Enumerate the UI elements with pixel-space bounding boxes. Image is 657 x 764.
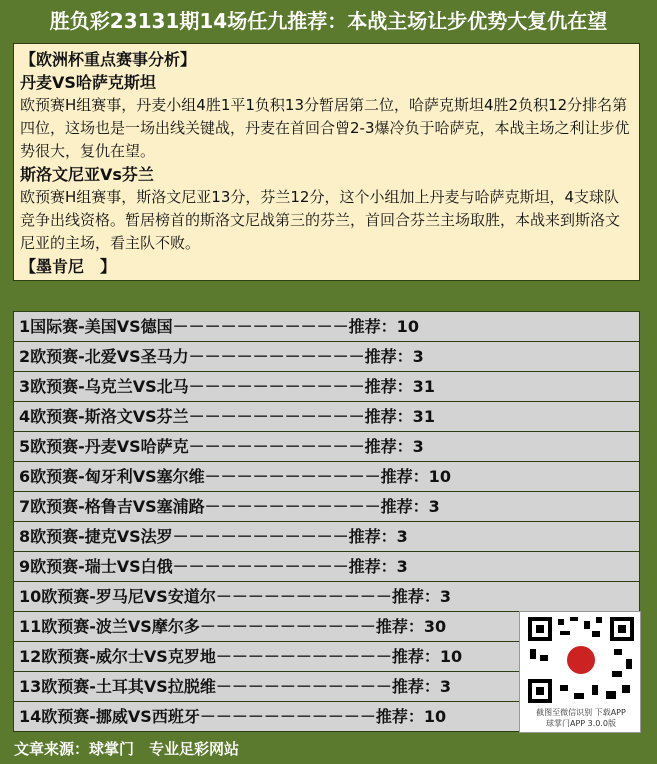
author-line: 【墨肯尼 】 xyxy=(20,257,117,276)
match1-title: 丹麦VS哈萨克斯坦 xyxy=(20,73,156,92)
pick-row: 9欧预赛-瑞士VS白俄－－－－－－－－－－－推荐：3 xyxy=(14,552,639,582)
pick-row: 11欧预赛-波兰VS摩尔多－－－－－－－－－－－推荐：30 xyxy=(14,612,639,642)
footer-source: 文章来源：球掌门 专业足彩网站 xyxy=(14,740,240,758)
match1-text: 欧预赛H组赛事，丹麦小组4胜1平1负积13分暂居第二位，哈萨克斯坦4胜2负积12分排名第四位，这场也是一场出线关键战，丹麦在首回合曾2-3爆冷负于哈萨克，本战主场之利让步优势很大，复仇在望。 xyxy=(20,96,630,160)
qr-caption: 截图至微信识别 下载APP xyxy=(536,708,626,717)
page-title: 胜负彩23131期14场任九推荐：本战主场让步优势大复仇在望 xyxy=(49,9,608,33)
qr-code-icon xyxy=(526,615,636,705)
analysis-panel xyxy=(13,43,640,281)
qr-code-card[interactable] xyxy=(519,611,641,733)
pick-row: 6欧预赛-匈牙利VS塞尔维－－－－－－－－－－－推荐：10 xyxy=(14,462,639,492)
pick-row: 13欧预赛-土耳其VS拉脱维－－－－－－－－－－－推荐：3 xyxy=(14,672,639,702)
section-heading: 【欧洲杯重点赛事分析】 xyxy=(20,50,197,69)
pick-row: 7欧预赛-格鲁吉VS塞浦路－－－－－－－－－－－推荐：3 xyxy=(14,492,639,522)
pick-row: 5欧预赛-丹麦VS哈萨克－－－－－－－－－－－推荐：3 xyxy=(14,432,639,462)
pick-row: 10欧预赛-罗马尼VS安道尔－－－－－－－－－－－推荐：3 xyxy=(14,582,639,612)
pick-row: 2欧预赛-北爱VS圣马力－－－－－－－－－－－推荐：3 xyxy=(14,342,639,372)
pick-row: 1国际赛-美国VS德国－－－－－－－－－－－推荐：10 xyxy=(14,312,639,342)
match2-text: 欧预赛H组赛事，斯洛文尼亚13分，芬兰12分，这个小组加上丹麦与哈萨克斯坦，4支球队竞争出线资格。暂居榜首的斯洛文尼战第三的芬兰，首回合芬兰主场取胜，本战来到斯洛文尼亚的主场，看主队不败。 xyxy=(20,188,621,252)
pick-row: 12欧预赛-威尔士VS克罗地－－－－－－－－－－－推荐：10 xyxy=(14,642,639,672)
pick-row: 8欧预赛-捷克VS法罗－－－－－－－－－－－推荐：3 xyxy=(14,522,639,552)
match2-title: 斯洛文尼亚Vs芬兰 xyxy=(20,165,154,184)
pick-row: 14欧预赛-挪威VS西班牙－－－－－－－－－－－推荐：10 xyxy=(14,702,639,732)
pick-row: 3欧预赛-乌克兰VS北马－－－－－－－－－－－推荐：31 xyxy=(14,372,639,402)
pick-row: 4欧预赛-斯洛文VS芬兰－－－－－－－－－－－推荐：31 xyxy=(14,402,639,432)
qr-caption-version: 球掌门APP 3.0.0版 xyxy=(545,719,617,728)
